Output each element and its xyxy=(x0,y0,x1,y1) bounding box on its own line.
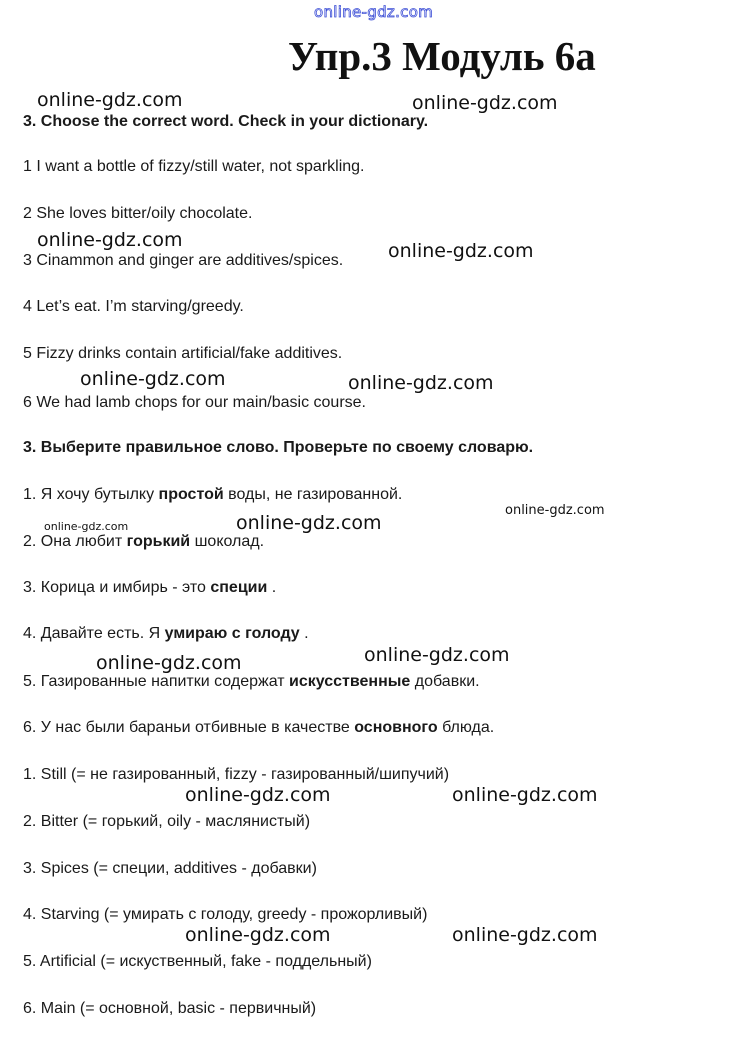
watermark: online-gdz.com xyxy=(348,372,494,394)
watermark: online-gdz.com xyxy=(37,229,183,251)
answer-item: 6. Main (= основной, basic - первичный) xyxy=(23,1000,317,1017)
watermark: online-gdz.com xyxy=(364,644,510,666)
watermark: online-gdz.com xyxy=(44,520,129,533)
watermark: online-gdz.com xyxy=(452,924,598,946)
exercise-item-en: 4 Let’s eat. I’m starving/greedy. xyxy=(23,298,244,315)
watermark: online-gdz.com xyxy=(452,784,598,806)
answer-item: 3. Spices (= специи, additives - добавки) xyxy=(23,860,317,877)
exercise-item-en: 2 She loves bitter/oily chocolate. xyxy=(23,205,253,222)
watermark: online-gdz.com xyxy=(80,368,226,390)
answer-item: 1. Still (= не газированный, fizzy - газированный/шипучий) xyxy=(23,766,450,783)
translation-item: 1. Я хочу бутылку простой воды, не газированной. xyxy=(23,486,403,503)
watermark: online-gdz.com xyxy=(185,924,331,946)
exercise-item-en: 6 We had lamb chops for our main/basic course. xyxy=(23,394,366,411)
watermark: online-gdz.com xyxy=(412,92,558,114)
exercise-item-en: 3 Cinammon and ginger are additives/spices. xyxy=(23,252,344,269)
page-title: Упр.3 Модуль 6а xyxy=(288,33,596,79)
translation-item: 6. У нас были бараньи отбивные в качестве основного блюда. xyxy=(23,719,495,736)
answer-item: 5. Artificial (= искуственный, fake - поддельный) xyxy=(23,953,372,970)
watermark: online-gdz.com xyxy=(96,652,242,674)
watermark: online-gdz.com xyxy=(236,512,382,534)
watermark: online-gdz.com xyxy=(388,240,534,262)
exercise-item-en: 5 Fizzy drinks contain artificial/fake additives. xyxy=(23,345,343,362)
translation-item: 4. Давайте есть. Я умираю с голоду . xyxy=(23,625,309,642)
watermark: online-gdz.com xyxy=(185,784,331,806)
answer-item: 2. Bitter (= горький, oily - маслянистый) xyxy=(23,813,311,830)
exercise-heading-ru: 3. Выберите правильное слово. Проверьте по своему словарю. xyxy=(23,439,534,456)
translation-item: 2. Она любит горький шоколад. xyxy=(23,533,265,550)
watermark: online-gdz.com xyxy=(505,503,605,518)
top-watermark: online-gdz.com xyxy=(314,3,434,21)
watermark: online-gdz.com xyxy=(37,89,183,111)
exercise-heading-en: 3. Choose the correct word. Check in your dictionary. xyxy=(23,113,429,130)
translation-item: 5. Газированные напитки содержат искусственные добавки. xyxy=(23,673,480,690)
translation-item: 3. Корица и имбирь - это специи . xyxy=(23,579,277,596)
exercise-item-en: 1 I want a bottle of fizzy/still water, not sparkling. xyxy=(23,158,365,175)
answer-item: 4. Starving (= умирать с голоду, greedy - прожорливый) xyxy=(23,906,428,923)
